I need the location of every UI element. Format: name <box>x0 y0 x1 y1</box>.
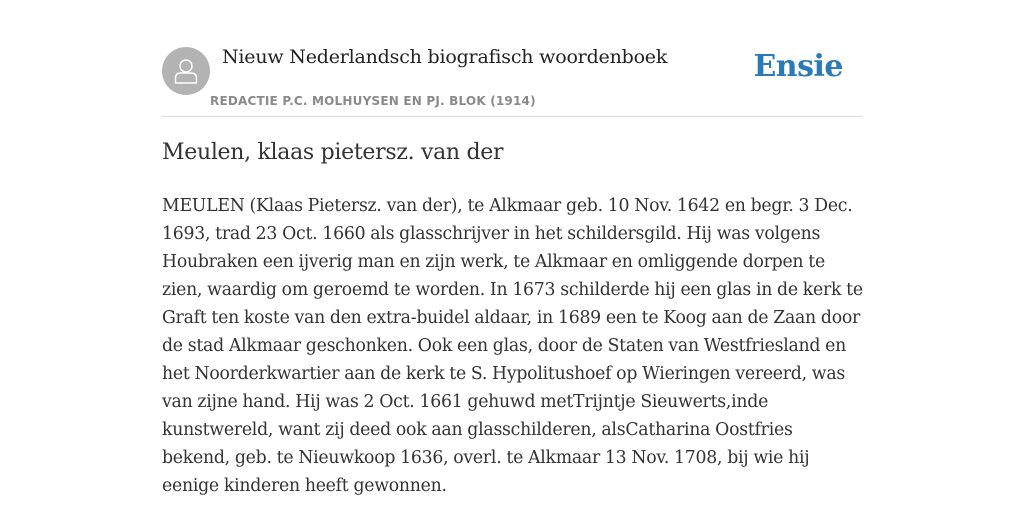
source-editors: REDACTIE P.C. MOLHUYSEN EN PJ. BLOK (1914) <box>210 94 536 108</box>
entry-title: Meulen, klaas pietersz. van der <box>162 140 504 165</box>
user-silhouette-icon <box>173 57 199 85</box>
source-header <box>162 44 862 117</box>
ensie-logo[interactable]: Ensie <box>753 49 843 84</box>
entry-body: MEULEN (Klaas Pietersz. van der), te Alkmaar geb. 10 Nov. 1642 en begr. 3 Dec. 1693, trad 23 Oct. 1660 als glasschrijver in het schildersgild. Hij was volgens Houbraken een ijverig man en zijn werk, te Alkmaar en omliggende dorpen te zien, waardig om geroemd te worden. In 1673 schilderde hij een glas in de kerk te Graft ten koste van den extra-buidel aldaar, in 1689 een te Koog aan de Zaan door de stad Alkmaar geschonken. Ook een glas, door de Staten van Westfriesland en het Noorderkwartier aan de kerk te S. Hypolitushoef op Wieringen vereerd, was van zijne hand. Hij was 2 Oct. 1661 gehuwd metTrijntje Sieuwerts,inde kunstwereld, want zij deed ook aan glasschilderen, alsCatharina Oostfries bekend, geb. te Nieuwkoop 1636, overl. te Alkmaar 13 Nov. 1708, bij wie hij eenige kinderen heeft gewonnen. <box>162 196 863 496</box>
source-avatar[interactable] <box>162 47 210 95</box>
source-title[interactable]: Nieuw Nederlandsch biografisch woordenboek <box>222 46 668 68</box>
